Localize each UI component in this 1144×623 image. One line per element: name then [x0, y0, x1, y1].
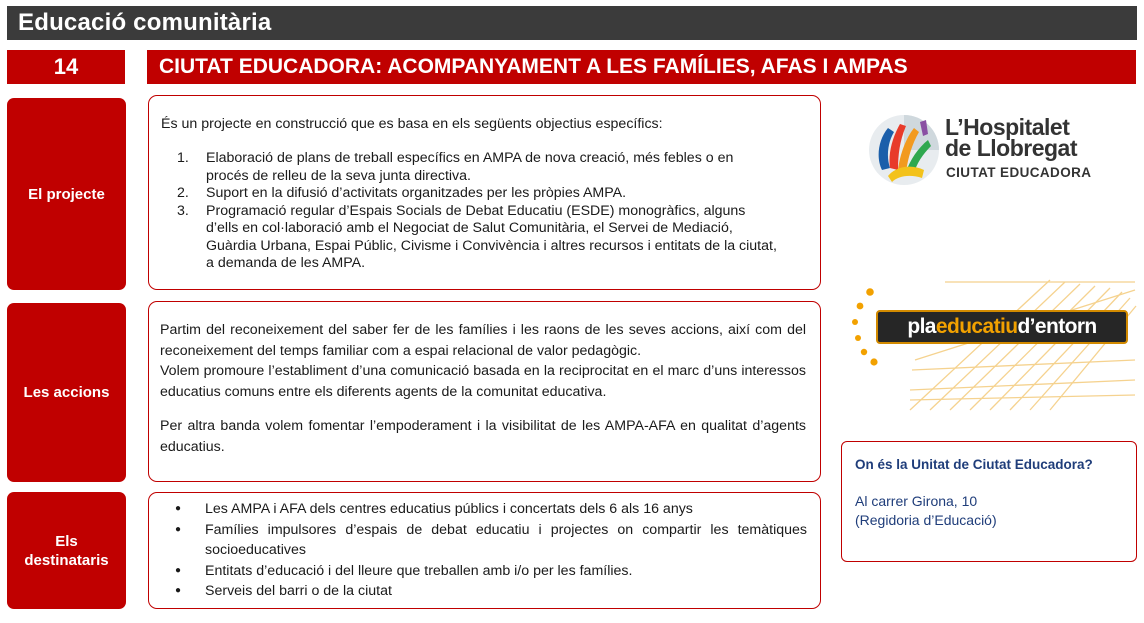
objective-number: 1. — [177, 150, 189, 166]
location-question: On és la Unitat de Ciutat Educadora? — [855, 457, 1093, 472]
accions-paragraph: Per altra banda volem fomentar l’empoderament i la visibilitat de les AMPA-AFA en qualitat d’agents educatius. — [160, 418, 806, 455]
entorn-word: d’entorn — [1017, 315, 1097, 338]
hospitalet-logo — [868, 106, 1128, 196]
destinatari-item: ● Entitats d’educació i del lleure que treballen amb i/o per les famílies. — [173, 561, 807, 582]
bullet-icon: ● — [175, 523, 182, 535]
objective-item — [177, 185, 807, 203]
label-destinataris-line1: Els — [55, 532, 78, 550]
objective-item — [177, 203, 807, 273]
pla-word: pla — [907, 315, 936, 338]
destinatari-item: ● Les AMPA i AFA dels centres educatius públics i concertats dels 6 als 16 anys — [173, 499, 807, 520]
hospitalet-subtitle: CIUTAT EDUCADORA — [946, 165, 1092, 180]
destinataris-list — [173, 499, 807, 602]
bullet-icon: ● — [175, 503, 182, 514]
objective-line: Elaboració de plans de treball específics en AMPA de nova creació, més febles o en — [206, 150, 734, 166]
educatiu-word: educatiu — [935, 315, 1018, 338]
destinataris-box — [148, 492, 821, 609]
objective-line: a demanda de les AMPA. — [206, 255, 366, 271]
bullet-icon: ● — [175, 585, 182, 596]
objective-line: Guàrdia Urbana, Espai Públic, Civisme i Convivència i altres recursos i entitats de la ciutat, — [206, 237, 777, 254]
header-bar — [7, 6, 1137, 40]
accions-paragraph: Volem promoure l’establiment d’una comunicació basada en la reciprocitat en el marc d’uns interessos educatius comuns entre els diferents agents de la comunitat educativa. — [160, 363, 806, 400]
bullet-icon: ● — [175, 564, 182, 576]
pla-educatiu-logo — [850, 270, 1140, 415]
location-info-box — [841, 441, 1137, 562]
accions-text — [160, 320, 806, 457]
objective-line: procés de relleu de la seva junta directiva. — [206, 167, 471, 184]
destinatari-item: ● Serveis del barri o de la ciutat — [173, 581, 807, 602]
objective-number: 3. — [177, 202, 189, 219]
objectives-list — [177, 150, 807, 273]
accions-box — [148, 301, 821, 482]
objective-line: Suport en la difusió d’activitats organitzades per les pròpies AMPA. — [206, 185, 627, 201]
section-title: CIUTAT EDUCADORA: ACOMPANYAMENT A LES FAMÍLIES, AFAS I AMPAS — [147, 50, 1136, 84]
location-note: (Regidoria d’Educació) — [855, 512, 997, 528]
objective-number: 2. — [177, 185, 189, 201]
hands-emblem-icon — [868, 110, 944, 190]
label-projecte: El projecte — [7, 98, 126, 290]
pla-educatiu-badge — [876, 310, 1128, 344]
hospitalet-name-line2: de Llobregat — [945, 135, 1078, 161]
header-title: Educació comunitària — [18, 9, 272, 36]
objective-line: Programació regular d’Espais Socials de Debat Educatiu (ESDE) monogràfics, alguns — [206, 202, 746, 219]
objective-item — [177, 150, 807, 185]
label-destinataris — [7, 492, 126, 609]
label-accions: Les accions — [7, 303, 126, 482]
section-number: 14 — [7, 50, 125, 84]
projecte-intro: És un projecte en construcció que es basa en els següents objectius específics: — [161, 116, 663, 132]
objective-line: d’ells en col·laboració amb el Negociat de Salut Comunitària, el Servei de Mediació, — [206, 220, 733, 236]
projecte-box — [148, 95, 821, 290]
destinatari-item: ● Famílies impulsores d’espais de debat educatiu i projectes on compartir les temàtiques socioeducatives — [175, 521, 807, 558]
accions-paragraph: Partim del reconeixement del saber fer de les famílies i les raons de les seves accions, així com del reconeixement del temps familiar com a espai relacional de valor pedagògic. — [160, 322, 806, 359]
location-address: Al carrer Girona, 10 — [855, 493, 978, 509]
label-destinataris-line2: destinataris — [24, 551, 109, 569]
hospitalet-name-line1: L’Hospitalet — [945, 114, 1070, 140]
